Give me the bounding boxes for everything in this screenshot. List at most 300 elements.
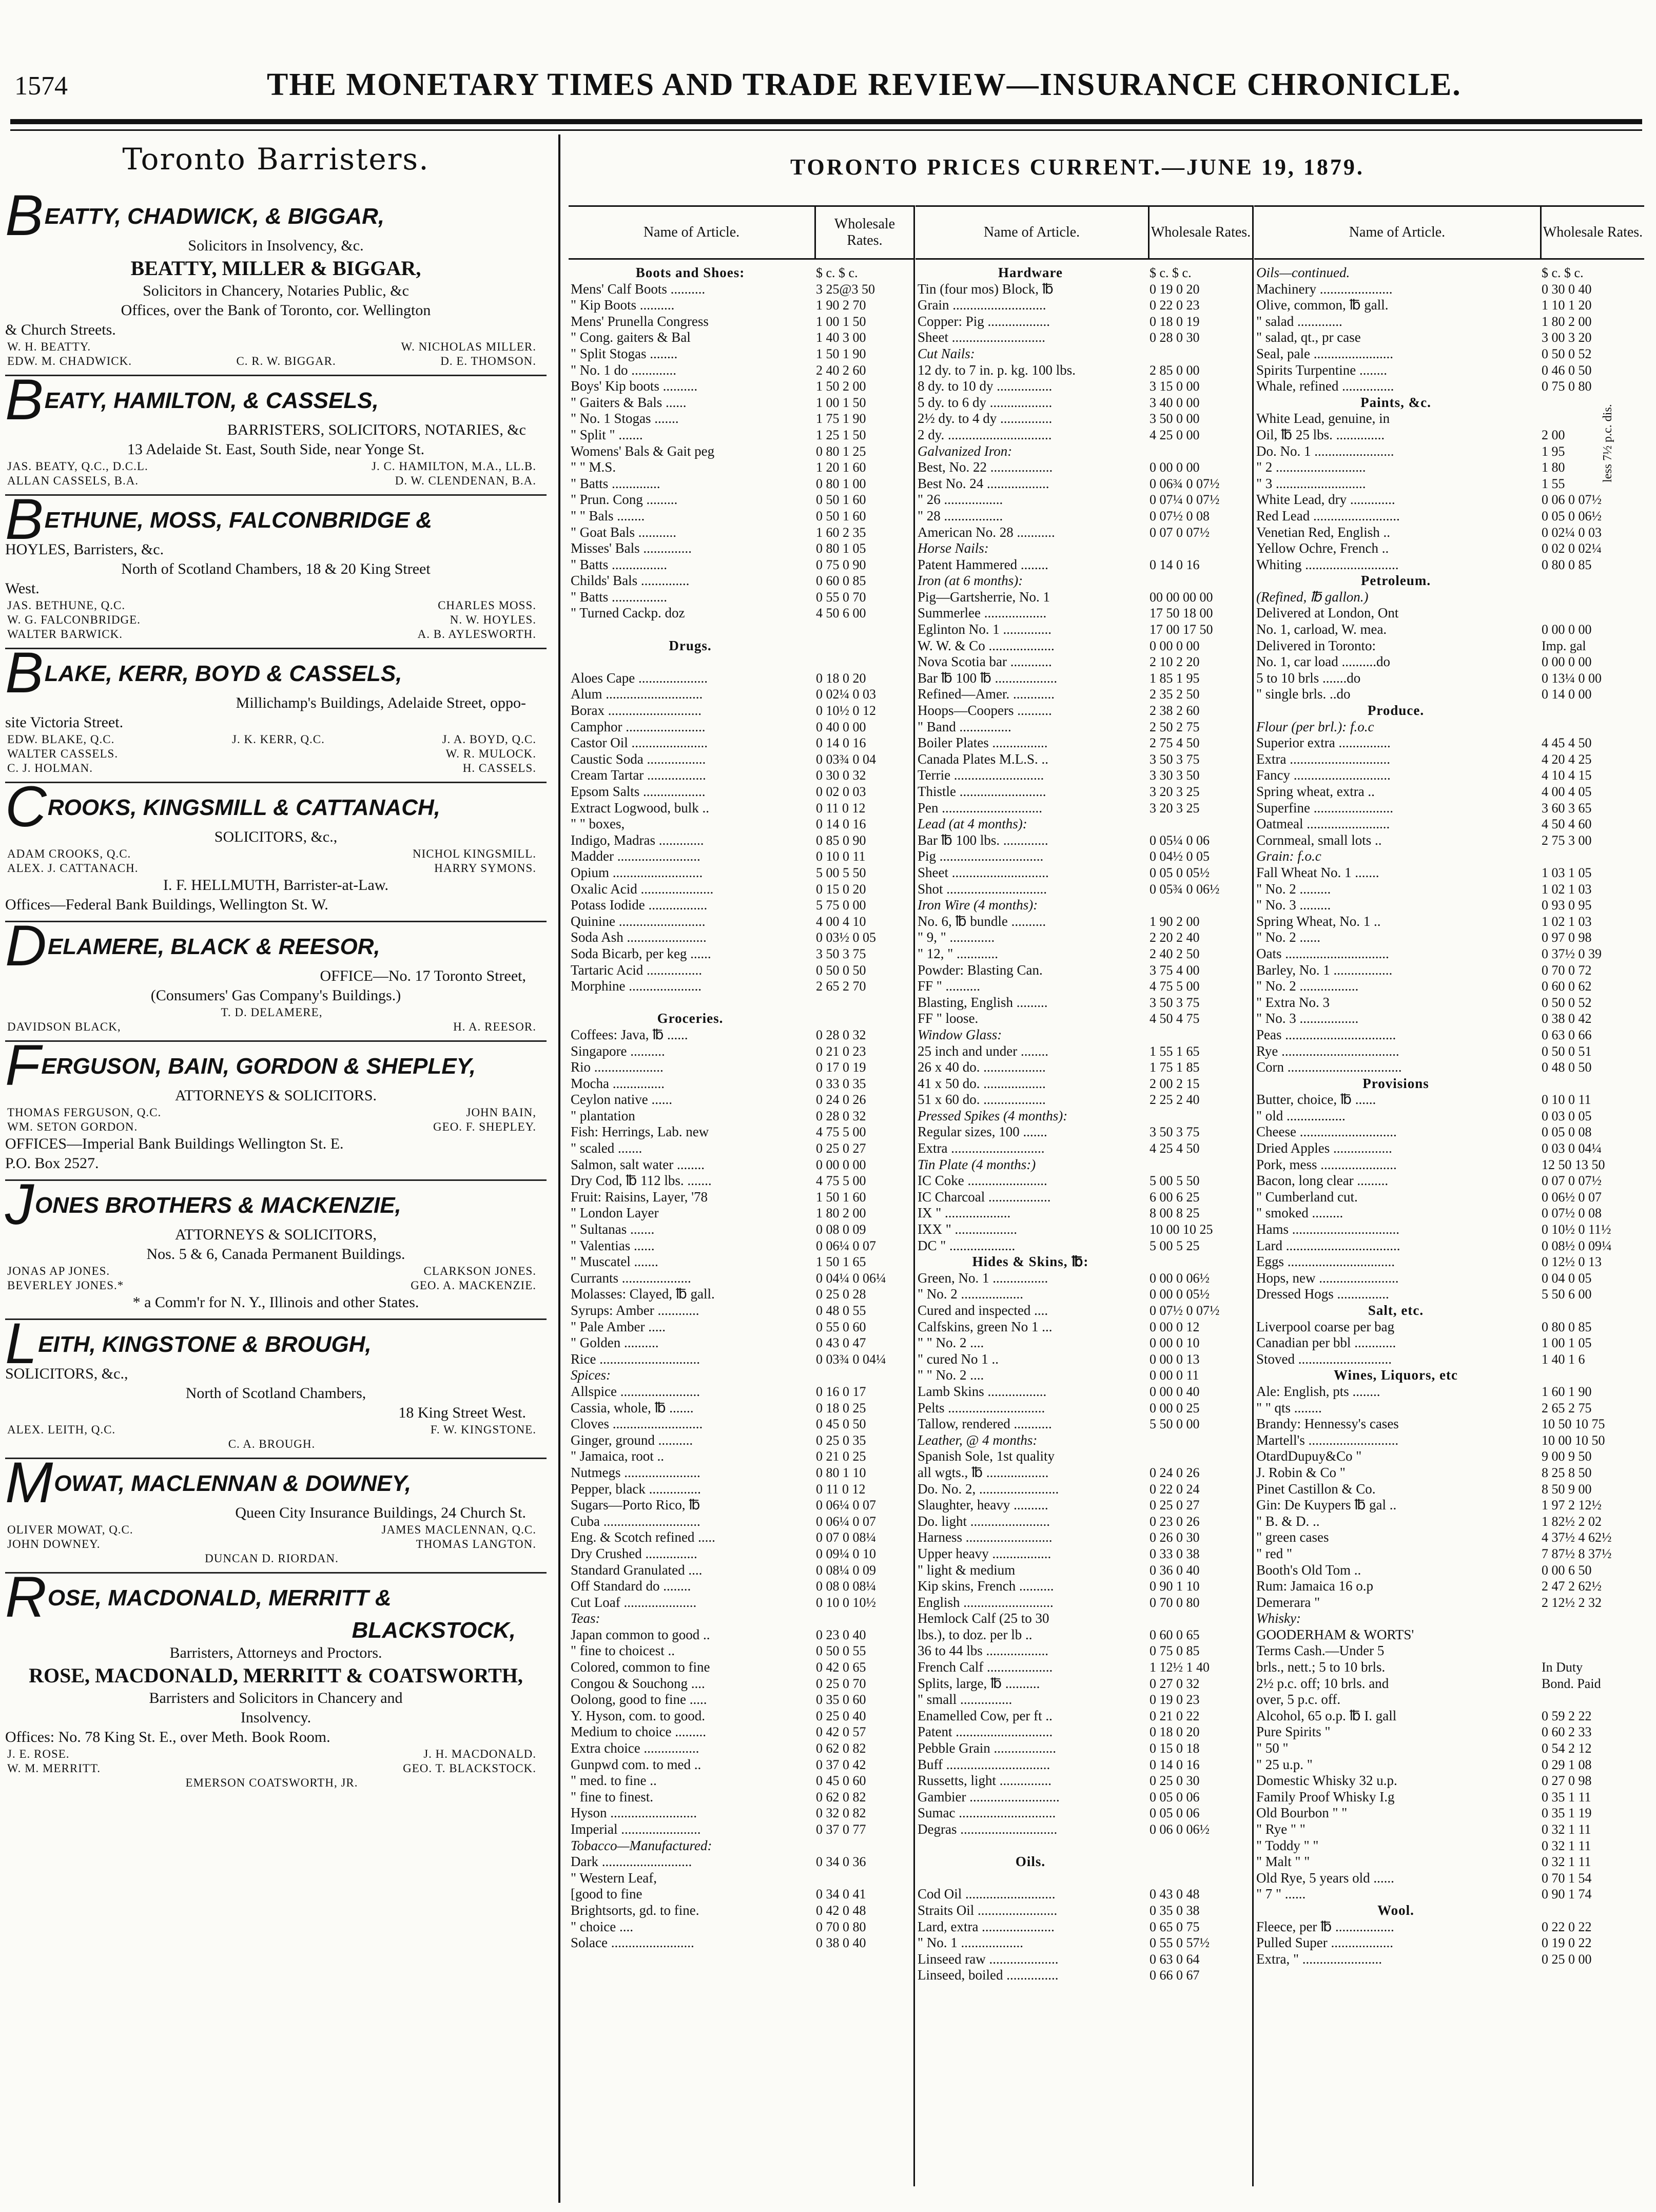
wholesale-rate: 2 40 2 50 [1150, 946, 1200, 961]
wholesale-rate: 1 82½ 2 02 [1542, 1514, 1602, 1529]
wholesale-rate: 2 38 2 60 [1150, 703, 1200, 719]
price-row [915, 751, 1252, 768]
article-name: 36 to 44 lbs .................. [918, 1643, 1049, 1659]
price-row [1254, 848, 1644, 865]
article-name: W. W. & Co ................... [918, 637, 1055, 653]
article-name: Tartaric Acid ................ [571, 962, 703, 978]
article-name: Martell's .......................... [1256, 1432, 1399, 1448]
article-name: " plantation [571, 1108, 635, 1123]
price-row [569, 1076, 913, 1092]
wholesale-rate: 0 10 0 11 [1542, 1092, 1591, 1108]
price-row [915, 1659, 1252, 1676]
wholesale-rate: 0 04 0 05 [1542, 1270, 1592, 1286]
article-name: Lard, extra ..................... [918, 1918, 1055, 1934]
wholesale-rate: 0 13¼ 0 00 [1542, 670, 1602, 686]
wholesale-rate: 1 55 [1542, 476, 1565, 491]
price-row [569, 881, 913, 898]
article-name: Seal, pale ....................... [1256, 345, 1393, 361]
wholesale-rate: 0 00 0 05½ [1150, 1287, 1210, 1302]
article-name: brls., nett.; 5 to 10 brls. [1256, 1659, 1386, 1675]
price-row [915, 1205, 1252, 1221]
price-row [1254, 686, 1644, 703]
partner-name: JONAS AP JONES. [7, 1265, 110, 1277]
price-row [915, 1935, 1252, 1951]
wholesale-rate [810, 1611, 913, 1627]
article-name: Splits, large, ℔ .......... [918, 1675, 1040, 1691]
partner-names [5, 847, 547, 876]
wholesale-rate: 0 14 0 16 [1150, 1757, 1200, 1772]
firm-card [5, 774, 547, 915]
price-row [915, 1011, 1252, 1027]
article-name: IXX " .................. [918, 1221, 1018, 1237]
partner-name: C. R. W. BIGGAR. [236, 355, 336, 367]
price-row [569, 1157, 913, 1173]
price-row [1254, 589, 1644, 606]
wholesale-rate: 3 25@3 50 [816, 281, 875, 297]
price-row [569, 1140, 913, 1157]
price-row [569, 573, 913, 589]
firm-subname: BEATTY, MILLER & BIGGAR, [130, 257, 421, 280]
price-row [915, 1124, 1252, 1140]
article-name: Lead (at 4 months): [918, 816, 1027, 832]
section-heading-row [569, 265, 913, 281]
wholesale-rate: 5 00 5 50 [1150, 1173, 1200, 1189]
article-name: Spirits Turpentine ........ [1256, 362, 1388, 378]
article-name: Peas ................................ [1256, 1026, 1396, 1042]
partner-name: NICHOL KINGSMILL. [412, 847, 536, 860]
article-name: " Kip Boots .......... [571, 297, 675, 313]
article-name [569, 622, 810, 638]
price-row [569, 1238, 913, 1254]
partner-names-row [5, 1523, 547, 1537]
price-row [1254, 1465, 1644, 1481]
partner-names-row [5, 627, 547, 642]
wholesale-rate: 0 00 0 00 [1150, 460, 1200, 475]
wholesale-rate: 0 06¼ 0 07 [816, 1514, 876, 1529]
article-name: Old Bourbon " " [1256, 1805, 1348, 1821]
wholesale-rate: 00 00 00 00 [1150, 589, 1213, 605]
price-row [915, 1400, 1252, 1417]
wholesale-rate: 0 00 0 00 [1542, 654, 1592, 670]
partner-names-row [5, 1437, 547, 1451]
article-name: Rye .................................. [1256, 1043, 1399, 1059]
wholesale-rate: 1 20 1 60 [816, 460, 866, 475]
wholesale-rate: 0 07¼ 0 07½ [1150, 492, 1220, 508]
section-heading-row [1254, 1367, 1644, 1384]
wholesale-rate [810, 622, 913, 638]
article-name: Whale, refined ............... [1256, 378, 1394, 394]
wholesale-rate: 0 06½ 0 07 [1542, 1189, 1602, 1205]
wholesale-rate: 0 37 0 42 [816, 1757, 866, 1772]
article-name: " smoked ......... [1256, 1205, 1343, 1221]
price-row [1254, 1595, 1644, 1611]
price-row [1254, 362, 1644, 379]
article-name: Hyson ......................... [571, 1805, 697, 1821]
price-row [1254, 832, 1644, 849]
article-name: " " No. 2 .... [918, 1335, 984, 1351]
firm-card [5, 1033, 547, 1173]
price-row [915, 589, 1252, 606]
article-name: Cornmeal, small lots .. [1256, 832, 1382, 848]
firm-text-line: Barristers and Solicitors in Chancery and [149, 1690, 403, 1706]
wholesale-rate: 0 22 0 24 [1150, 1481, 1200, 1497]
article-name: Childs' Bals .............. [571, 573, 690, 589]
wholesale-rate [1143, 816, 1252, 832]
wholesale-rate: 0 05 0 06 [1150, 1806, 1200, 1821]
price-row [569, 1173, 913, 1189]
wholesale-rate: 5 00 5 25 [1150, 1238, 1200, 1253]
article-name: Off Standard do ........ [571, 1578, 691, 1594]
price-row [1254, 914, 1644, 930]
article-name: " 3 .......................... [1256, 475, 1366, 491]
partner-names [5, 340, 547, 368]
price-row [915, 897, 1252, 914]
barristers-heading: Toronto Barristers. [122, 142, 430, 177]
price-row [1254, 1124, 1644, 1140]
partner-names [5, 1423, 547, 1451]
wholesale-rate: 0 80 1 10 [816, 1465, 866, 1480]
firm-text-line: Solicitors in Insolvency, &c. [188, 237, 364, 254]
masthead: THE MONETARY TIMES AND TRADE REVIEW—INSURANCE CHRONICLE. [267, 67, 1462, 102]
wholesale-rate: 0 03 0 04¼ [1542, 1141, 1602, 1156]
price-row [569, 1708, 913, 1724]
article-name: " Prun. Cong ......... [571, 492, 678, 508]
article-name: " 50 " [1256, 1740, 1289, 1756]
wholesale-rate: 0 05 0 06 [1150, 1789, 1200, 1804]
article-name: Paints, &c. [1360, 394, 1431, 410]
article-name: Copper: Pig .................. [918, 313, 1050, 329]
price-row [569, 1384, 913, 1400]
wholesale-rate: 3 00 3 20 [1542, 330, 1592, 345]
price-row [569, 1627, 913, 1643]
article-name: Canada Plates M.L.S. .. [918, 751, 1048, 767]
price-row [915, 573, 1252, 589]
article-name: Groceries. [657, 1011, 724, 1026]
wholesale-rate: 0 07 0 07½ [1150, 525, 1210, 540]
partner-name: OLIVER MOWAT, Q.C. [7, 1523, 133, 1536]
article-name: Slaughter, heavy .......... [918, 1497, 1048, 1513]
article-name: " No. 2 .................. [918, 1286, 1024, 1302]
wholesale-rate [1143, 1108, 1252, 1124]
wholesale-rate: 0 14 0 16 [816, 735, 866, 751]
article-name: Spices: [571, 1367, 611, 1383]
partner-name: H. A. REESOR. [453, 1020, 536, 1033]
wholesale-rate: 2 85 0 00 [1150, 362, 1200, 378]
article-name: Dried Apples ................. [1256, 1140, 1392, 1156]
price-row [915, 1870, 1252, 1887]
partner-name: ADAM CROOKS, Q.C. [7, 847, 131, 860]
article-name: " 28 ................. [918, 508, 1003, 523]
price-row [1254, 1692, 1644, 1708]
firm-text-line: P.O. Box 2527. [5, 1155, 99, 1172]
partner-names-row [5, 1120, 547, 1134]
article-name: all wgts., ℔ .................. [918, 1464, 1049, 1480]
partner-name: ALEX. J. CATTANACH. [7, 862, 139, 875]
price-row [915, 622, 1252, 638]
price-row [569, 1854, 913, 1870]
price-row [1254, 1173, 1644, 1189]
article-name: Opium .......................... [571, 864, 703, 880]
price-row [1254, 1789, 1644, 1806]
article-name: 2½ dy. to 4 dy ............... [918, 411, 1053, 426]
article-name: Japan common to good .. [571, 1626, 710, 1642]
header-article-name: Name of Article. [569, 207, 816, 258]
price-row [1254, 751, 1644, 768]
price-row [1254, 865, 1644, 881]
wholesale-rate [810, 638, 913, 654]
partner-names [5, 1523, 547, 1566]
firm-name-rest: EITH, KINGSTONE & BROUGH, [38, 1332, 372, 1357]
firm-name-rest: OSE, MACDONALD, MERRITT & [47, 1585, 392, 1611]
wholesale-rate: 1 00 1 05 [1542, 1335, 1592, 1351]
article-name: Terms Cash.—Under 5 [1256, 1643, 1385, 1659]
price-row [569, 1773, 913, 1789]
firm-initial: M [5, 1450, 53, 1515]
article-name: Hops, new ....................... [1256, 1270, 1399, 1286]
article-name: Wines, Liquors, etc [1333, 1367, 1458, 1383]
article-name: " " boxes, [571, 816, 625, 832]
wholesale-rate: 0 55 0 57½ [1150, 1935, 1210, 1951]
price-row [569, 978, 913, 995]
wholesale-rate: 0 02 0 02¼ [1542, 541, 1602, 556]
wholesale-rate: 0 55 0 70 [816, 589, 866, 605]
wholesale-rate: 0 11 0 12 [816, 1481, 866, 1497]
article-name: French Calf ................... [918, 1659, 1053, 1675]
wholesale-rate: 2 40 2 60 [816, 362, 866, 378]
wholesale-rate: 1 90 2 00 [1150, 914, 1200, 929]
wholesale-rate: 0 32 1 11 [1542, 1822, 1591, 1837]
price-row [1254, 1870, 1644, 1887]
price-row [569, 476, 913, 492]
article-name: Blasting, English ......... [918, 994, 1048, 1010]
wholesale-rate: 0 15 0 18 [1150, 1741, 1200, 1756]
wholesale-rate: 0 08¼ 0 09 [816, 1562, 876, 1578]
partner-name: W. NICHOLAS MILLER. [401, 340, 536, 353]
wholesale-rate: 0 50 0 52 [1542, 346, 1592, 361]
price-row [569, 751, 913, 768]
article-name: " Toddy " " [1256, 1837, 1319, 1853]
price-row [1254, 281, 1644, 298]
partner-names-row [5, 1747, 547, 1761]
article-name: " No. 2 ...... [1256, 929, 1321, 945]
price-row [915, 784, 1252, 800]
price-row [915, 314, 1252, 330]
article-name: " Band ............... [918, 719, 1011, 734]
article-name: Bacon, long clear ......... [1256, 1173, 1389, 1189]
price-row [1254, 443, 1644, 460]
article-name: 5 to 10 brls .......do [1256, 670, 1361, 686]
partner-name: W. H. BEATTY. [7, 340, 91, 353]
article-name: " choice .... [571, 1918, 633, 1934]
wholesale-rate: 0 35 0 60 [816, 1692, 866, 1707]
price-row [915, 995, 1252, 1011]
price-row [1254, 1659, 1644, 1676]
firm-text-line: West. [5, 580, 40, 597]
wholesale-rate: 4 10 4 15 [1542, 768, 1592, 783]
price-row [569, 362, 913, 379]
article-name: Eglinton No. 1 .............. [918, 622, 1051, 637]
article-name: " " Bals ........ [571, 508, 645, 523]
article-name: Gunpwd com. to med .. [571, 1756, 702, 1772]
wholesale-rate [810, 1870, 913, 1887]
wholesale-rate: 0 18 0 19 [1150, 314, 1200, 329]
price-row [1254, 1270, 1644, 1287]
partner-name: GEO. T. BLACKSTOCK. [403, 1762, 536, 1775]
wholesale-rate [810, 1011, 913, 1027]
article-name: Oil, ℔ 25 lbs. .............. [1256, 426, 1385, 442]
firm-name-rest: LAKE, KERR, BOYD & CASSELS, [44, 661, 402, 686]
firm-initial: B [5, 487, 44, 551]
price-row [1254, 265, 1644, 281]
price-row [1254, 622, 1644, 638]
wholesale-rate: 3 20 3 25 [1150, 800, 1200, 816]
wholesale-rate: 0 25 0 27 [1150, 1498, 1200, 1513]
wholesale-rate: 0 07½ 0 07½ [1150, 1303, 1220, 1318]
article-name: Sugars—Porto Rico, ℔ [571, 1497, 700, 1513]
price-row [1254, 459, 1644, 476]
wholesale-rate [1535, 848, 1644, 865]
price-row [915, 816, 1252, 832]
partner-name: WALTER CASSELS. [7, 747, 119, 760]
article-name: Extra, " ....................... [1256, 1951, 1382, 1967]
wholesale-rate: 0 42 0 48 [816, 1903, 866, 1918]
article-name: Boiler Plates ................ [918, 735, 1048, 751]
wholesale-rate: 1 40 3 00 [816, 330, 866, 345]
firm-text-line: ATTORNEYS & SOLICITORS, [174, 1226, 377, 1243]
article-name: Pork, mess ...................... [1256, 1156, 1397, 1172]
article-name: " Jamaica, root .. [571, 1448, 664, 1464]
price-row [569, 832, 913, 849]
article-name: 41 x 50 do. .................. [918, 1075, 1046, 1091]
partner-names-row [5, 474, 547, 488]
article-name: Tallow, rendered ........... [918, 1416, 1052, 1432]
article-name: Olive, common, ℔ gall. [1256, 297, 1389, 313]
article-name: Corn ................................. [1256, 1059, 1402, 1075]
article-name: Fish: Herrings, Lab. new [571, 1124, 709, 1140]
wholesale-rate: 3 50 3 75 [1150, 995, 1200, 1010]
price-row [1254, 1092, 1644, 1108]
wholesale-rate: 0 70 0 80 [1150, 1595, 1200, 1610]
wholesale-rate: 1 75 1 90 [816, 411, 866, 426]
article-name: Lard ................................. [1256, 1237, 1400, 1253]
price-row [1254, 605, 1644, 622]
price-row [1254, 1140, 1644, 1157]
article-name: IX " ................... [918, 1205, 1011, 1221]
wholesale-rate: 0 15 0 20 [816, 881, 866, 897]
wholesale-rate: Imp. gal [1542, 638, 1586, 653]
article-name: Best, No. 22 .................. [918, 459, 1053, 475]
wholesale-rate: 0 27 0 98 [1542, 1773, 1592, 1789]
price-row [1254, 525, 1644, 541]
wholesale-rate: 1 50 1 65 [816, 1254, 866, 1270]
wholesale-rate: 8 50 9 00 [1542, 1481, 1592, 1497]
price-row [915, 1676, 1252, 1692]
price-column-header [569, 205, 913, 260]
firm-text-line: HOYLES, Barristers, &c. [5, 541, 164, 558]
article-name: Extra choice ................ [571, 1740, 699, 1756]
article-name: Y. Hyson, com. to good. [571, 1707, 706, 1723]
article-name: " Western Leaf, [571, 1870, 657, 1886]
article-name: " Batts ................ [571, 556, 668, 572]
partner-name: J. C. HAMILTON, M.A., LL.B. [372, 460, 536, 473]
price-row [1254, 1773, 1644, 1789]
article-name: White Lead, dry ............. [1256, 492, 1395, 508]
wholesale-rate: 3 50 3 75 [1150, 751, 1200, 767]
wholesale-rate: 0 26 0 30 [1150, 1530, 1200, 1545]
wholesale-rate: 0 80 0 85 [1542, 557, 1592, 572]
article-name: Womens' Bals & Gait peg [571, 443, 715, 459]
article-name: " " qts ........ [1256, 1400, 1322, 1415]
partner-names [5, 459, 547, 488]
wholesale-rate: 0 07½ 0 08 [1542, 1206, 1602, 1221]
article-name: Cut Nails: [918, 345, 975, 361]
wholesale-rate [1143, 1254, 1252, 1270]
wholesale-rate [1535, 1303, 1644, 1319]
partner-name: D. E. THOMSON. [440, 355, 536, 367]
price-column [569, 205, 913, 1951]
wholesale-rate: 0 10½ 0 12 [816, 703, 876, 719]
article-name: Best No. 24 .................. [918, 475, 1049, 491]
article-name: " " No. 2 .... [918, 1367, 984, 1383]
wholesale-rate: 0 90 1 74 [1542, 1887, 1592, 1902]
article-name: Pig—Gartsherrie, No. 1 [918, 589, 1050, 605]
partner-name: JAS. BEATY, Q.C., D.C.L. [7, 460, 148, 473]
article-name: Red Lead ......................... [1256, 508, 1400, 523]
partner-name: JAS. BETHUNE, Q.C. [7, 599, 126, 612]
article-name: Fancy ............................ [1256, 767, 1391, 783]
price-row [915, 1173, 1252, 1189]
price-row [915, 1076, 1252, 1092]
article-name: " fine to choicest .. [571, 1643, 675, 1659]
price-row [569, 1692, 913, 1708]
article-name: " Cumberland cut. [1256, 1189, 1358, 1205]
firm-initial: J [5, 1172, 34, 1236]
article-name: Gin: De Kuypers ℔ gal .. [1256, 1497, 1397, 1513]
partner-name: HARRY SYMONS. [434, 862, 536, 875]
article-name: Buff .............................. [918, 1756, 1050, 1772]
article-name: Alcohol, 65 o.p. ℔ I. gall [1256, 1707, 1397, 1723]
article-name: " fine to finest. [571, 1789, 653, 1804]
article-name: Booth's Old Tom .. [1256, 1562, 1361, 1578]
article-name: " No. 1 Stogas ....... [571, 411, 679, 426]
wholesale-rate: 4 37½ 4 62½ [1542, 1530, 1612, 1545]
price-row [915, 670, 1252, 687]
article-name: " green cases [1256, 1529, 1329, 1545]
price-row [1254, 1724, 1644, 1740]
wholesale-rate: 0 21 0 22 [1150, 1708, 1200, 1723]
article-name: Thistle ......................... [918, 784, 1046, 799]
article-name: Molasses: Clayed, ℔ gall. [571, 1286, 715, 1302]
article-name: Gambier .......................... [918, 1789, 1060, 1804]
partner-names [5, 1005, 547, 1034]
price-row [569, 1092, 913, 1108]
article-name: Pebble Grain .................. [918, 1740, 1056, 1756]
wholesale-rate: 0 07 0 08¼ [816, 1530, 876, 1545]
price-row [915, 1238, 1252, 1254]
wholesale-rate: 0 06¼ 0 07 [816, 1498, 876, 1513]
article-name: Nutmegs ...................... [571, 1464, 700, 1480]
article-name: Camphor ....................... [571, 719, 706, 734]
price-row [915, 395, 1252, 411]
price-row [569, 1189, 913, 1206]
partner-name: EDW. M. CHADWICK. [7, 355, 132, 367]
partner-name: EDW. BLAKE, Q.C. [7, 733, 115, 746]
price-row [1254, 1611, 1644, 1627]
partner-names-row [5, 847, 547, 861]
header-wholesale-rates: Wholesale Rates. [834, 216, 895, 248]
wholesale-rate: 0 18 0 25 [816, 1400, 866, 1415]
price-row [915, 1692, 1252, 1708]
